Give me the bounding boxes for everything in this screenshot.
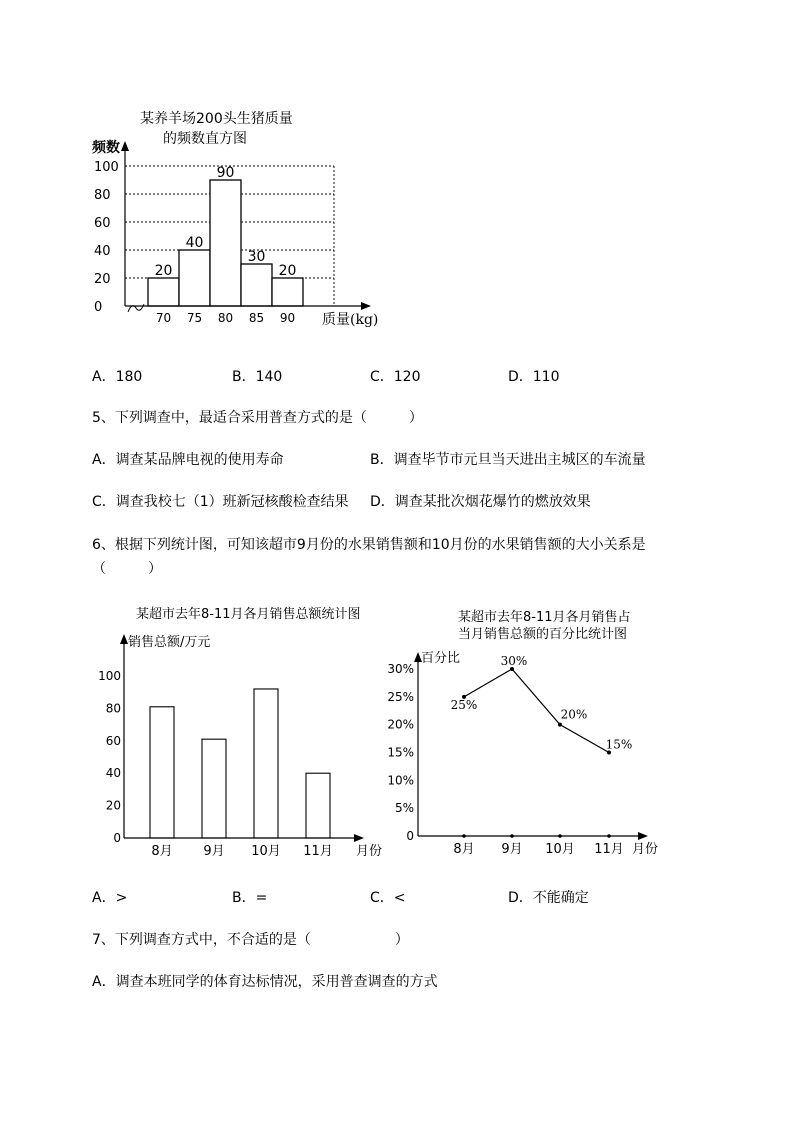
line-chart-point: [558, 723, 562, 727]
line-chart-y-tick: 20%: [387, 717, 414, 732]
histogram-x-tick: 70: [155, 311, 172, 325]
bar-chart-bar: [202, 739, 226, 838]
bar-chart-y-tick: 0: [113, 831, 121, 845]
bar-chart-x-tick: 9月: [203, 844, 225, 859]
line-chart-y-tick: 30%: [387, 662, 414, 676]
bar-chart-ylabel: 销售总额/万元: [128, 635, 211, 650]
line-chart-point-label: 25%: [450, 697, 478, 712]
sales-percent-line-chart: [386, 598, 676, 868]
q5-option-d[interactable]: D．调查某批次烟花爆竹的燃放效果: [370, 494, 591, 510]
line-chart-y-tick: 15%: [387, 745, 414, 760]
line-chart-y-tick: 25%: [387, 689, 414, 704]
histogram-y-tick: 80: [94, 188, 111, 203]
histogram-bar-label: 20: [278, 263, 297, 279]
q4-option-b[interactable]: B．140: [232, 369, 283, 385]
line-chart-x-tick: 8月: [453, 842, 475, 857]
line-chart-point-label: 30%: [500, 654, 528, 668]
q4-option-d[interactable]: D．110: [508, 369, 560, 385]
bar-chart-x-tick: 10月: [251, 844, 281, 859]
q5-option-b[interactable]: B．调查毕节市元旦当天进出主城区的车流量: [370, 452, 646, 468]
histogram-bar-label: 40: [185, 235, 204, 251]
bar-chart-x-tick: 11月: [303, 844, 333, 859]
bar-chart-y-tick: 60: [105, 733, 121, 748]
histogram-y-tick: 0: [94, 300, 103, 315]
histogram-axis-break: [128, 304, 144, 312]
histogram-y-arrow: [121, 141, 129, 151]
line-chart-y-tick: 5%: [394, 801, 414, 816]
histogram-bar: [210, 180, 241, 306]
histogram-x-arrow: [361, 302, 371, 310]
sales-bar-chart: [90, 598, 390, 868]
histogram-bar-label: 20: [154, 263, 173, 279]
line-chart-xlabel: 月份: [632, 842, 659, 857]
bar-chart-xlabel: 月份: [356, 844, 383, 859]
bar-chart-bar: [254, 689, 278, 838]
q7-stem: 7、下列调查方式中，不合适的是（ ）: [92, 932, 409, 948]
histogram-x-tick: 85: [248, 311, 265, 325]
bar-chart-y-tick: 20: [105, 798, 121, 813]
q6-option-c[interactable]: C．<: [370, 890, 406, 906]
histogram-x-tick: 75: [186, 311, 203, 325]
histogram-bar: [241, 264, 272, 306]
histogram-bar: [148, 278, 179, 306]
histogram-x-tick: 80: [217, 311, 234, 325]
histogram-bar-label: 30: [247, 249, 266, 265]
line-chart-x-tick: 9月: [501, 842, 523, 857]
histogram-chart: [0, 0, 400, 340]
line-chart-x-tick: 10月: [545, 842, 575, 857]
histogram-y-tick: 40: [94, 244, 111, 259]
q5-option-a[interactable]: A．调查某品牌电视的使用寿命: [92, 452, 284, 468]
line-chart-x-tick: 11月: [594, 842, 624, 857]
histogram-xlabel: 质量(kg): [322, 312, 379, 328]
histogram-bar-label: 90: [216, 165, 235, 181]
bar-chart-x-arrow: [354, 834, 364, 842]
q6-option-b[interactable]: B．=: [232, 890, 268, 906]
line-chart-ylabel: 百分比: [421, 651, 461, 666]
bar-chart-y-tick: 100: [98, 669, 121, 683]
histogram-y-tick: 100: [94, 160, 119, 175]
histogram-title-line1: 某养羊场200头生猪质量: [140, 111, 293, 127]
line-chart-point-label: 20%: [560, 707, 588, 722]
bar-chart-bar: [306, 773, 330, 838]
bar-chart-y-tick: 40: [105, 766, 121, 781]
line-chart-point-label: 15%: [605, 737, 633, 752]
q7-option-a[interactable]: A．调查本班同学的体育达标情况，采用普查调查的方式: [92, 974, 438, 990]
bar-chart-bar: [150, 707, 174, 838]
histogram-x-tick: 90: [279, 311, 296, 325]
q6-option-d[interactable]: D．不能确定: [508, 890, 589, 906]
q6-option-a[interactable]: A．>: [92, 890, 128, 906]
bar-chart-title: 某超市去年8-11月各月销售总额统计图: [136, 607, 361, 622]
histogram-y-tick: 60: [94, 216, 111, 231]
histogram-title-line2: 的频数直方图: [163, 131, 247, 147]
line-chart-title-line1: 某超市去年8-11月各月销售占: [458, 610, 631, 625]
histogram-ylabel: 频数: [92, 140, 120, 156]
histogram-bar: [179, 250, 210, 306]
bar-chart-y-tick: 80: [105, 701, 121, 716]
bar-chart-x-tick: 8月: [151, 844, 173, 859]
q6-stem-line1: 6、根据下列统计图，可知该超市9月份的水果销售额和10月份的水果销售额的大小关系是: [92, 537, 646, 553]
line-chart-y-tick: 10%: [387, 773, 414, 788]
q6-stem-line2: （ ）: [92, 561, 162, 577]
q4-option-a[interactable]: A．180: [92, 369, 143, 385]
line-chart-x-arrow: [638, 832, 648, 840]
histogram-y-tick: 20: [94, 272, 111, 287]
bar-chart-y-arrow: [120, 634, 128, 644]
line-chart-y-tick: 0: [406, 829, 414, 843]
line-chart-title-line2: 当月销售总额的百分比统计图: [458, 627, 628, 642]
q5-option-c[interactable]: C．调查我校七（1）班新冠核酸检查结果: [92, 494, 349, 510]
histogram-bar: [272, 278, 303, 306]
q4-option-c[interactable]: C．120: [370, 369, 421, 385]
q5-stem: 5、下列调查中，最适合采用普查方式的是（ ）: [92, 410, 423, 426]
